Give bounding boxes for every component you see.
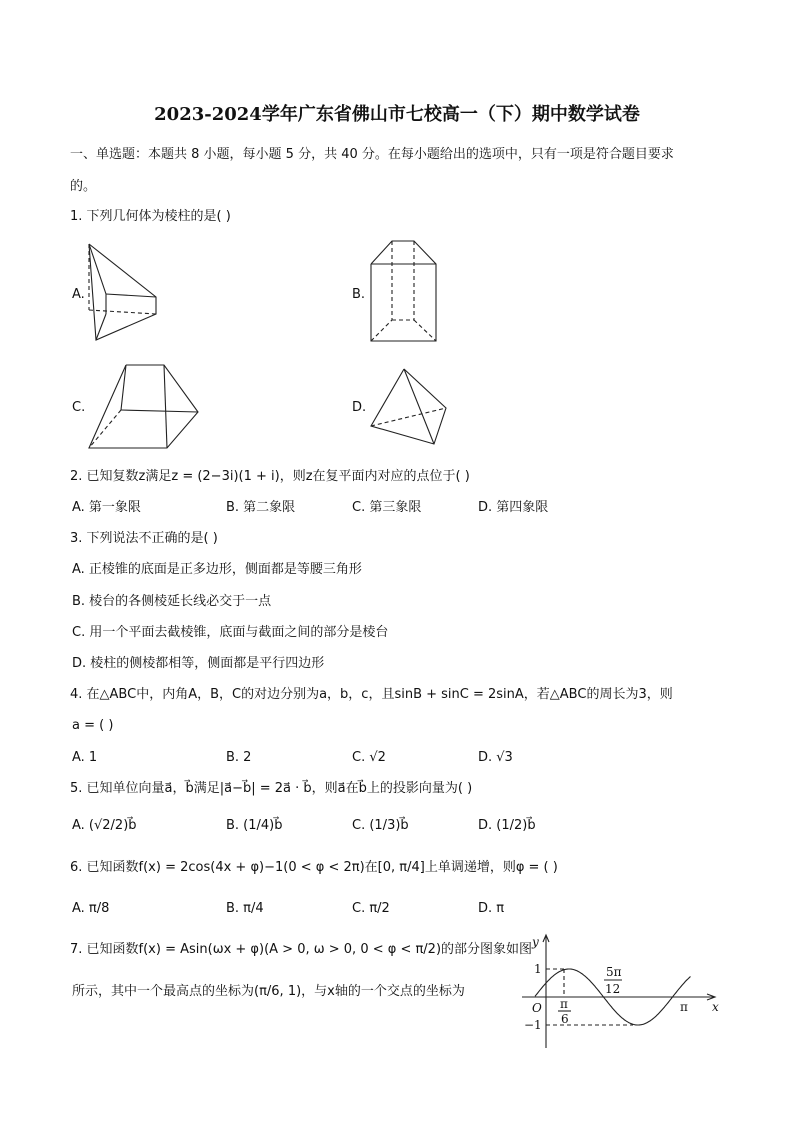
q7-stem-line2: 所示，其中一个最高点的坐标为(π/6, 1)，与x轴的一个交点的坐标为: [72, 984, 465, 999]
section-heading-line1: 一、单选题：本题共 8 小题，每小题 5 分，共 40 分。在每小题给出的选项中，只有一项是符合题目要求: [70, 147, 674, 162]
q1-label-a: A.: [72, 287, 85, 302]
q1-stem: 1. 下列几何体为棱柱的是( ): [70, 209, 231, 224]
q5-option-d: D. (1/2)b⃗: [478, 818, 536, 833]
q2-stem: 2. 已知复数z满足z = (2−3i)(1 + i)，则z在复平面内对应的点位于( ): [70, 469, 470, 484]
q1-figure-d: [368, 366, 452, 450]
x-axis-label: x: [712, 1000, 719, 1014]
q6-option-d: D. π: [478, 901, 505, 916]
section-heading-line2: 的。: [70, 179, 97, 194]
q1-label-b: B.: [352, 287, 366, 302]
q6-option-b: B. π/4: [226, 901, 264, 916]
q3-option-d: D. 棱柱的侧棱都相等，侧面都是平行四边形: [72, 656, 325, 671]
paper-title: 2023-2024学年广东省佛山市七校高一（下）期中数学试卷: [154, 104, 640, 125]
y-axis-label: y: [532, 935, 539, 949]
q2-option-c: C. 第三象限: [352, 500, 422, 515]
q1-label-c: C.: [72, 400, 86, 415]
origin-label: O: [532, 1001, 542, 1015]
q6-stem: 6. 已知函数f(x) = 2cos(4x + φ)−1(0 < φ < 2π)在[0, π/4]上单调递增，则φ = ( ): [70, 860, 558, 875]
q4-option-d: D. √3: [478, 750, 513, 765]
q3-option-a: A. 正棱锥的底面是正多边形，侧面都是等腰三角形: [72, 562, 362, 577]
q6-option-a: A. π/8: [72, 901, 110, 916]
q7-stem-line1: 7. 已知函数f(x) = Asin(ωx + φ)(A > 0, ω > 0, 0 < φ < π/2)的部分图象如图: [70, 942, 533, 957]
q4-option-b: B. 2: [226, 750, 252, 765]
q4-stem-line1: 4. 在△ABC中，内角A，B，C的对边分别为a，b，c，且sinB + sinC = 2sinA，若△ABC的周长为3，则: [70, 687, 673, 702]
tick-label-5pi12-num: 5π: [606, 965, 622, 979]
tick-label-pi: π: [680, 1000, 688, 1014]
q1-label-d: D.: [352, 400, 367, 415]
q5-option-b: B. (1/4)b⃗: [226, 818, 283, 833]
tick-label-5pi12-den: 12: [605, 982, 621, 996]
q7-function-graph: [518, 930, 724, 1052]
q1-figure-c: [86, 362, 202, 452]
q3-stem: 3. 下列说法不正确的是( ): [70, 531, 218, 546]
tick-label-one: 1: [534, 962, 542, 976]
q1-figure-a: [86, 240, 166, 344]
q2-option-d: D. 第四象限: [478, 500, 549, 515]
q2-option-a: A. 第一象限: [72, 500, 141, 515]
tick-label-pi6-den: 6: [561, 1012, 569, 1026]
q5-option-c: C. (1/3)b⃗: [352, 818, 409, 833]
q1-figure-b: [368, 238, 442, 344]
q2-option-b: B. 第二象限: [226, 500, 296, 515]
tick-label-neg-one: −1: [524, 1018, 542, 1032]
q6-option-c: C. π/2: [352, 901, 390, 916]
tick-label-pi6-num: π: [560, 997, 568, 1011]
q4-stem-line2: a = ( ): [72, 718, 114, 733]
q3-option-c: C. 用一个平面去截棱锥，底面与截面之间的部分是棱台: [72, 625, 389, 640]
q5-stem: 5. 已知单位向量a⃗，b⃗满足|a⃗−b⃗| = 2a⃗ · b⃗，则a⃗在b⃗上的投影向量为( ): [70, 781, 473, 796]
q4-option-a: A. 1: [72, 750, 98, 765]
q4-option-c: C. √2: [352, 750, 386, 765]
q5-option-a: A. (√2/2)b⃗: [72, 818, 137, 833]
q3-option-b: B. 棱台的各侧棱延长线必交于一点: [72, 594, 272, 609]
